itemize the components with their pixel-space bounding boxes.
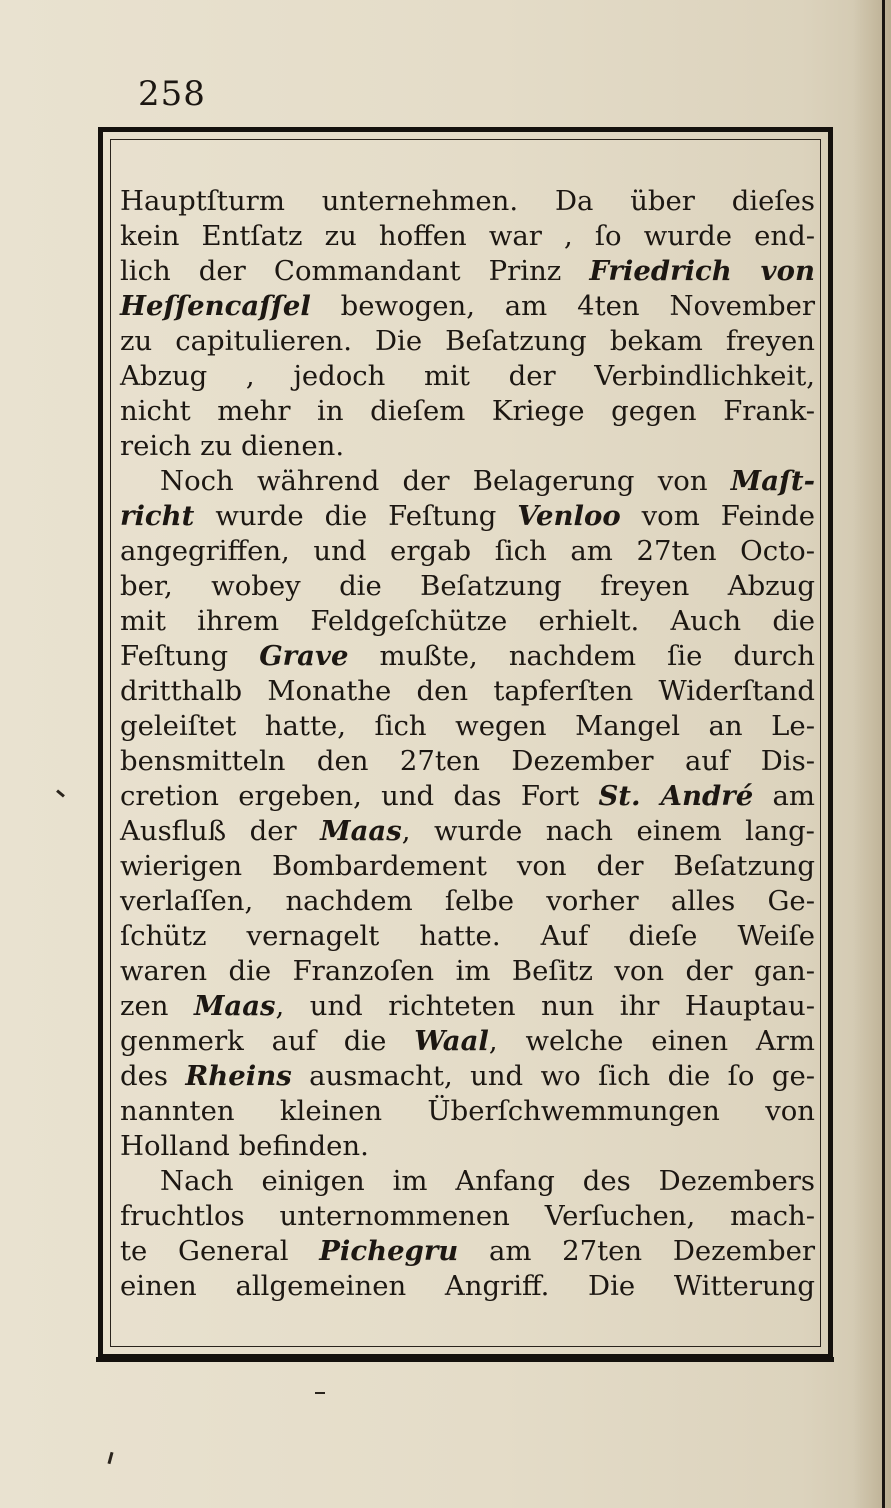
text-run: bewogen, am 4ten November <box>310 290 815 322</box>
body-text <box>120 184 815 1304</box>
text-run: fruchtlos unternommenen Verſuchen, mach- <box>120 1200 815 1232</box>
text-run: mußte, nachdem ſie durch <box>348 640 815 672</box>
text-line <box>120 1199 815 1234</box>
italic-name: Pichegru <box>319 1235 459 1267</box>
text-run: zen <box>120 990 194 1022</box>
italic-name: Venloo <box>517 500 621 532</box>
text-line <box>120 919 815 954</box>
text-run: am <box>753 780 815 812</box>
text-run: mit ihrem Feldgeſchütze erhielt. Auch die <box>120 605 815 637</box>
text-line <box>120 814 815 849</box>
text-line <box>120 569 815 604</box>
text-line <box>120 1164 815 1199</box>
text-run: reich zu dienen. <box>120 430 345 462</box>
text-run: wurde die Feſtung <box>194 500 518 532</box>
italic-name: richt <box>120 500 195 532</box>
text-line <box>120 1024 815 1059</box>
text-run: kein Entſatz zu hoffen war , ſo wurde end- <box>120 220 815 252</box>
italic-name: Maas <box>320 815 402 847</box>
text-line <box>120 744 815 779</box>
text-run: Hauptſturm unternehmen. Da über dieſes <box>120 185 815 217</box>
text-line <box>120 1094 815 1129</box>
text-run: vom Feinde <box>620 500 815 532</box>
text-line <box>120 709 815 744</box>
text-run: nicht mehr in dieſem Kriege gegen Frank- <box>120 395 815 427</box>
italic-name: Friedrich von <box>589 255 815 287</box>
text-run: , und richteten nun ihr Hauptau- <box>275 990 815 1022</box>
italic-name: Waal <box>414 1025 489 1057</box>
text-run: geleiſtet hatte, ſich wegen Mangel an Le- <box>120 710 815 742</box>
text-line <box>120 289 815 324</box>
text-run: cretion ergeben, und das Fort <box>120 780 599 812</box>
text-run: dritthalb Monathe den tapferſten Widerſtand <box>120 675 815 707</box>
text-line <box>120 1059 815 1094</box>
ink-speck <box>56 789 65 797</box>
text-line <box>120 989 815 1024</box>
text-run: te General <box>120 1235 320 1267</box>
ink-speck <box>107 1452 113 1464</box>
binding-edge-line <box>882 0 885 1508</box>
text-run: wierigen Bombardement von der Beſatzung <box>120 850 815 882</box>
text-run: Ausfluß der <box>120 815 321 847</box>
text-run: ausmacht, und wo ſich die ſo ge- <box>291 1060 816 1092</box>
text-run: bensmitteln den 27ten Dezember auf Dis- <box>120 745 815 777</box>
text-run: einen allgemeinen Angriff. Die Witterung <box>120 1270 815 1302</box>
text-line <box>120 499 815 534</box>
text-run: ber, wobey die Beſatzung freyen Abzug <box>120 570 815 602</box>
text-run: Noch während der Belagerung von <box>160 465 731 497</box>
italic-name: Maas <box>193 990 276 1022</box>
text-line <box>120 324 815 359</box>
text-run: Feſtung <box>120 640 260 672</box>
page-number: 258 <box>138 74 206 114</box>
italic-name: Grave <box>259 640 349 672</box>
text-line <box>120 954 815 989</box>
text-line <box>120 779 815 814</box>
text-run: verlaſſen, nachdem ſelbe vorher alles Ge- <box>120 885 815 917</box>
text-line <box>120 639 815 674</box>
ink-speck <box>315 1392 325 1394</box>
text-line <box>120 884 815 919</box>
text-line <box>120 849 815 884</box>
text-run: am 27ten Dezember <box>458 1235 815 1267</box>
text-line <box>120 464 815 499</box>
text-line <box>120 184 815 219</box>
text-line <box>120 429 815 464</box>
text-line <box>120 674 815 709</box>
text-line <box>120 1129 815 1164</box>
italic-name: Rheins <box>185 1060 292 1092</box>
text-run: des <box>120 1060 186 1092</box>
text-run: Nach einigen im Anfang des Dezembers <box>160 1165 815 1197</box>
text-line <box>120 394 815 429</box>
italic-name: Maſt- <box>730 465 815 497</box>
text-line <box>120 254 815 289</box>
text-run: , welche einen Arm <box>488 1025 816 1057</box>
text-run: nannten kleinen Überſchwemmungen von <box>120 1095 815 1127</box>
text-line <box>120 219 815 254</box>
text-line <box>120 1269 815 1304</box>
text-run: zu capitulieren. Die Beſatzung bekam freyen <box>120 325 815 357</box>
text-run: , wurde nach einem lang- <box>401 815 815 847</box>
text-run: genmerk auf die <box>120 1025 415 1057</box>
text-run: Abzug , jedoch mit der Verbindlichkeit, <box>120 360 815 392</box>
text-run: waren die Franzoſen im Beſitz von der gan- <box>120 955 815 987</box>
text-run: Holland befinden. <box>120 1130 369 1162</box>
text-run: lich der Commandant Prinz <box>120 255 590 287</box>
text-line <box>120 534 815 569</box>
bottom-rule <box>96 1357 834 1362</box>
text-line <box>120 1234 815 1269</box>
text-run: ſchütz vernagelt hatte. Auf dieſe Weiſe <box>120 920 815 952</box>
italic-name: St. André <box>598 780 754 812</box>
italic-name: Heſſencaſſel <box>120 290 311 322</box>
text-line <box>120 604 815 639</box>
text-run: angegriffen, und ergab ſich am 27ten Octo- <box>120 535 815 567</box>
page-edge-shadow <box>853 0 891 1508</box>
text-line <box>120 359 815 394</box>
